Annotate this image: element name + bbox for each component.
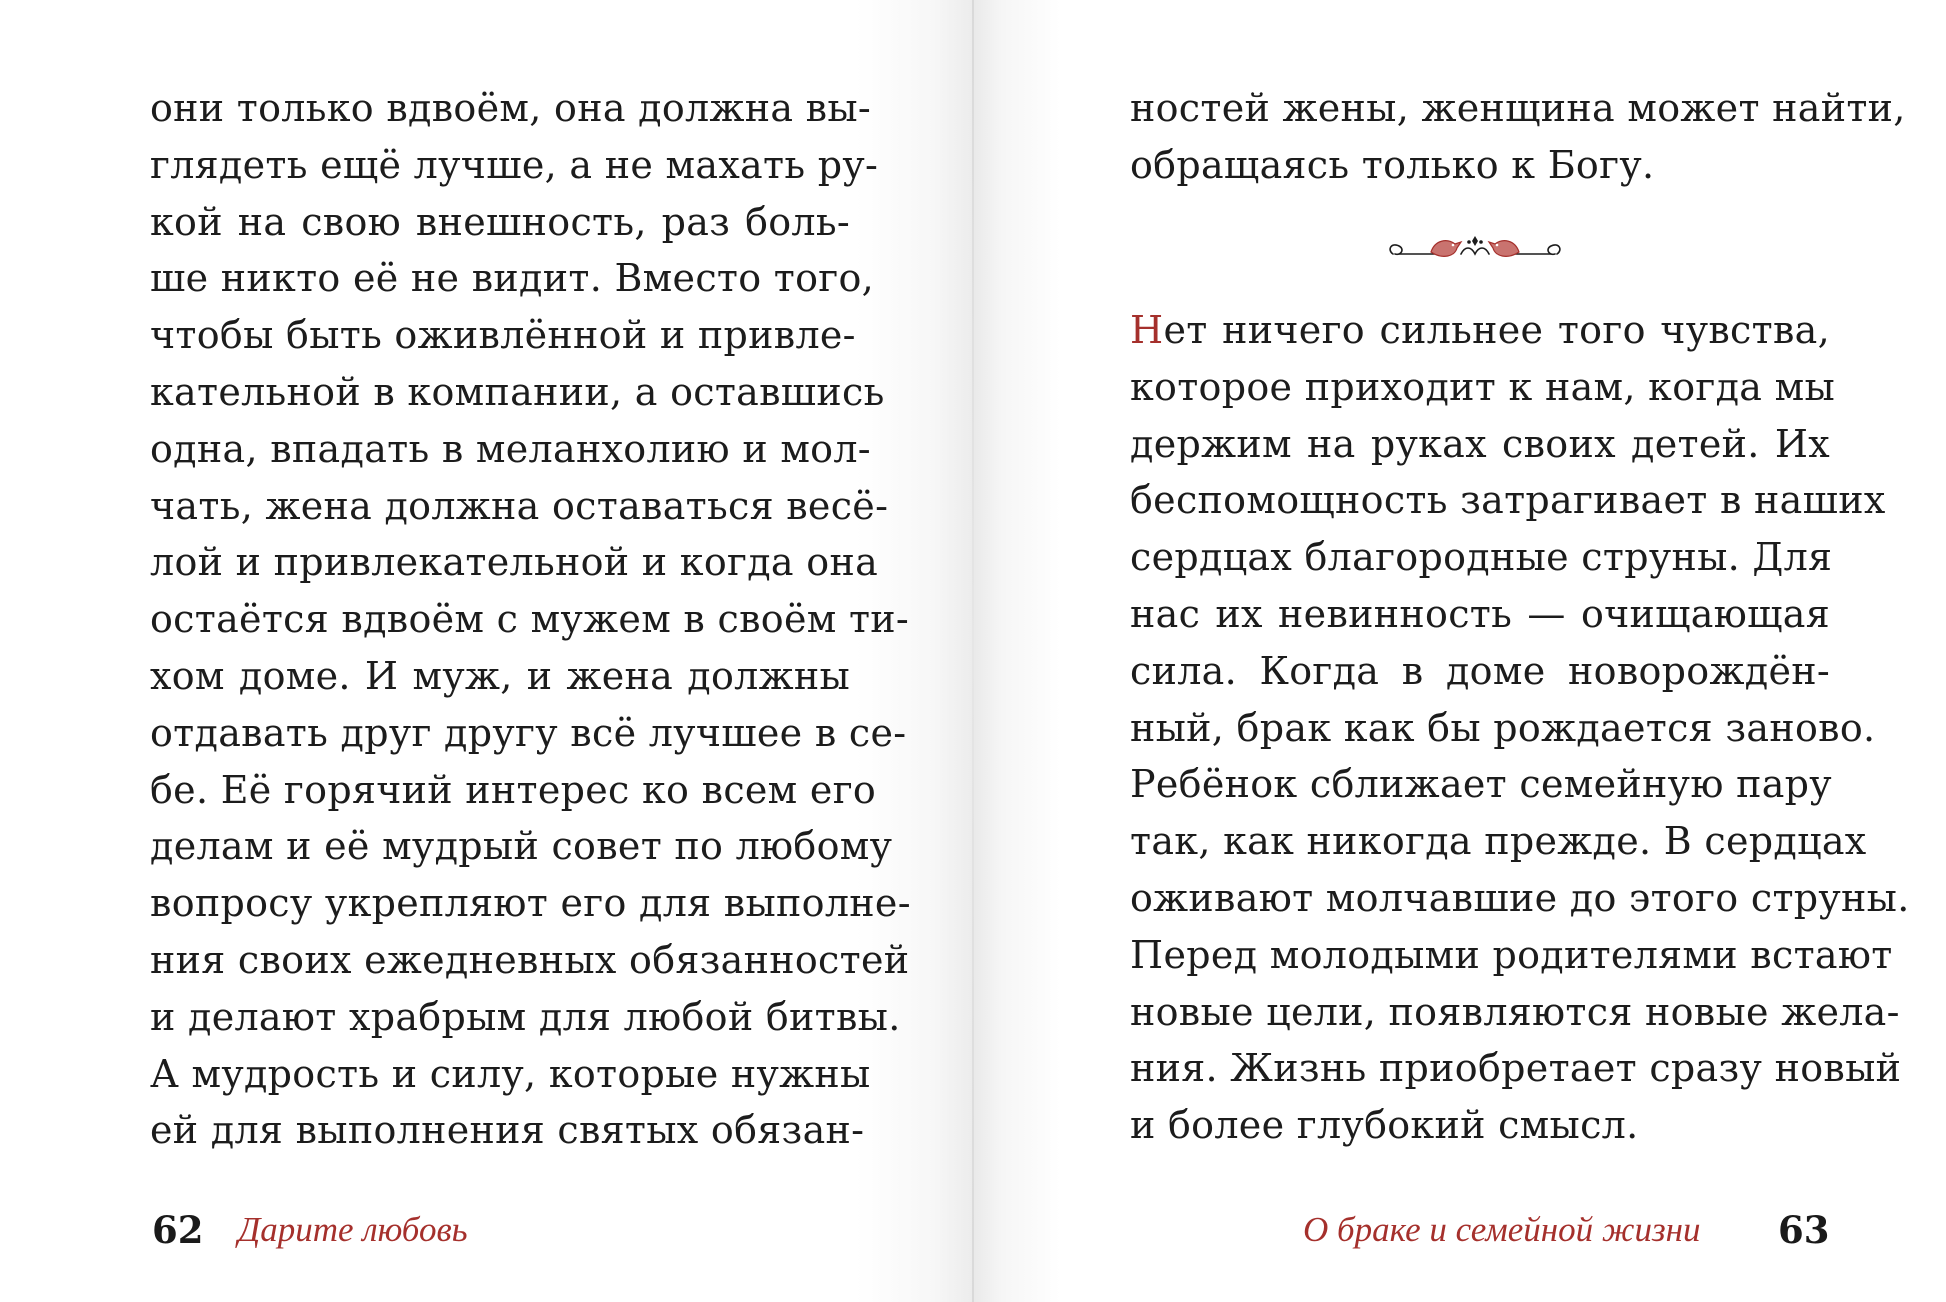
- text-line: ностей жены, женщина может найти,: [1130, 86, 1906, 130]
- right-page-continuation: [1130, 80, 1906, 194]
- text-line: держим на руках своих детей. Их: [1130, 421, 1830, 466]
- text-line: сердцах благородные струны. Для: [1130, 535, 1833, 580]
- first-line-text: ет ничего сильнее того чувства,: [1163, 308, 1830, 352]
- text-line: чтобы быть оживлённой и привле-: [150, 313, 856, 358]
- running-title-right: О браке и семейной жизни: [1303, 1210, 1701, 1249]
- text-line: ния своих ежедневных обязанностей: [150, 937, 910, 982]
- text-line: делам и её мудрый совет по любому: [150, 824, 893, 869]
- text-line: Перед молодыми родителями встают: [1130, 932, 1893, 977]
- text-line: кой на свою внешность, раз боль-: [150, 199, 850, 244]
- text-line: лой и привлекательной и когда она: [150, 540, 879, 585]
- text-line: оживают молчавшие до этого струны.: [1130, 875, 1910, 920]
- text-line: глядеть ещё лучше, а не махать ру-: [150, 142, 879, 187]
- text-line: хом доме. И муж, и жена должны: [150, 653, 850, 698]
- text-line: одна, впадать в меланхолию и мол-: [150, 426, 871, 471]
- text-line: которое приходит к нам, когда мы: [1130, 364, 1836, 409]
- left-page-body: [150, 80, 911, 1159]
- page-number-right: 63: [1778, 1208, 1830, 1252]
- text-line: ше никто её не видит. Вместо того,: [150, 256, 875, 301]
- text-line: чать, жена должна оставаться весё-: [150, 483, 889, 528]
- text-line: ния. Жизнь приобретает сразу новый: [1130, 1046, 1902, 1091]
- text-line: кательной в компании, а оставшись: [150, 369, 885, 414]
- text-line: вопросу укрепляют его для выполне-: [150, 881, 911, 926]
- running-title-left: Дарите любовь: [238, 1210, 468, 1249]
- text-line: и более глубокий смысл.: [1130, 1103, 1639, 1148]
- text-line: и делают храбрым для любой битвы.: [150, 994, 901, 1039]
- text-line: так, как никогда прежде. В сердцах: [1130, 819, 1867, 864]
- text-line: ей для выполнения святых обязан-: [150, 1108, 865, 1153]
- page-number-left: 62: [152, 1208, 204, 1252]
- text-line: нас их невинность — очищающая: [1130, 591, 1830, 636]
- drop-cap: Н: [1130, 308, 1164, 352]
- text-line: они только вдвоём, она должна вы-: [150, 86, 872, 130]
- text-line: остаётся вдвоём с мужем в своём ти-: [150, 597, 910, 642]
- text-line: А мудрость и силу, которые нужны: [150, 1051, 871, 1096]
- text-line: сила. Когда в доме новорождён-: [1130, 648, 1830, 693]
- text-line: ный, брак как бы рождается заново.: [1130, 705, 1876, 750]
- right-page-paragraph: [1130, 302, 1910, 1154]
- text-line: [1130, 302, 1830, 359]
- text-line: Ребёнок сближает семейную пару: [1130, 762, 1832, 807]
- book-gutter: [972, 0, 974, 1302]
- text-line: новые цели, появляются новые жела-: [1130, 989, 1900, 1034]
- text-line: бе. Её горячий интерес ко всем его: [150, 767, 877, 812]
- text-line: беспомощность затрагивает в наших: [1130, 478, 1886, 523]
- birds-ornament-icon: [1385, 228, 1565, 274]
- text-line: обращаясь только к Богу.: [1130, 142, 1655, 187]
- text-line: отдавать друг другу всё лучшее в се-: [150, 710, 907, 755]
